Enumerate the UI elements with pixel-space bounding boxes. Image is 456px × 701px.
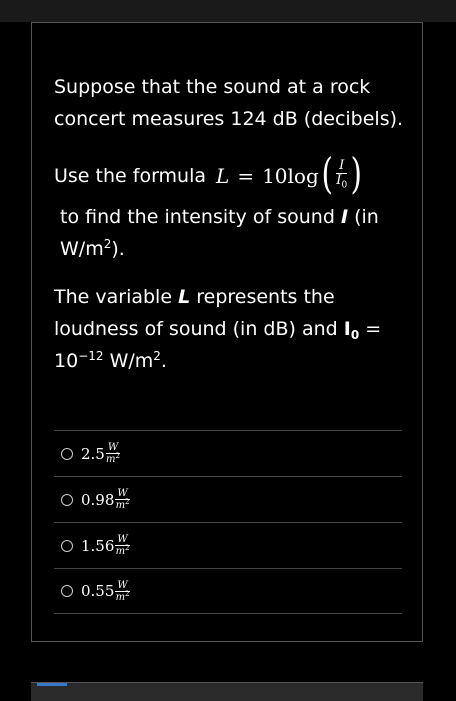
top-bar [0,0,456,22]
loudness-formula: L = 10 log ( $\frac{I}{I_0}$ ) [216,149,363,198]
formula-line [54,151,404,201]
next-panel [31,682,423,701]
accent-bar [37,683,67,686]
radio-button[interactable] [61,540,73,552]
question-card [31,22,423,642]
question-prompt: Suppose that the sound at a rock concert measures 124 dB (decibels). [54,76,404,130]
radio-button[interactable] [61,585,73,597]
option-1[interactable]: 2.5 $\frac{W}{m^2}$ [54,430,402,476]
instruction-text: to find the intensity of sound I (in $W/m^2$). [60,206,379,260]
option-2[interactable]: 0.98 $\frac{W}{m^2}$ [54,476,402,522]
radio-button[interactable] [61,448,73,460]
question-text [54,71,404,377]
radio-button[interactable] [61,494,73,506]
formula-intro: Use the formula [54,165,207,187]
answer-options [54,430,402,614]
option-3[interactable]: 1.56 $\frac{W}{m^2}$ [54,522,402,568]
variable-description: The variable L represents the loudness of sound (in dB) and $I_0 = 10^{-12}$ $W/m^2$. [54,286,382,372]
option-4[interactable]: 0.55 $\frac{W}{m^2}$ [54,568,402,614]
